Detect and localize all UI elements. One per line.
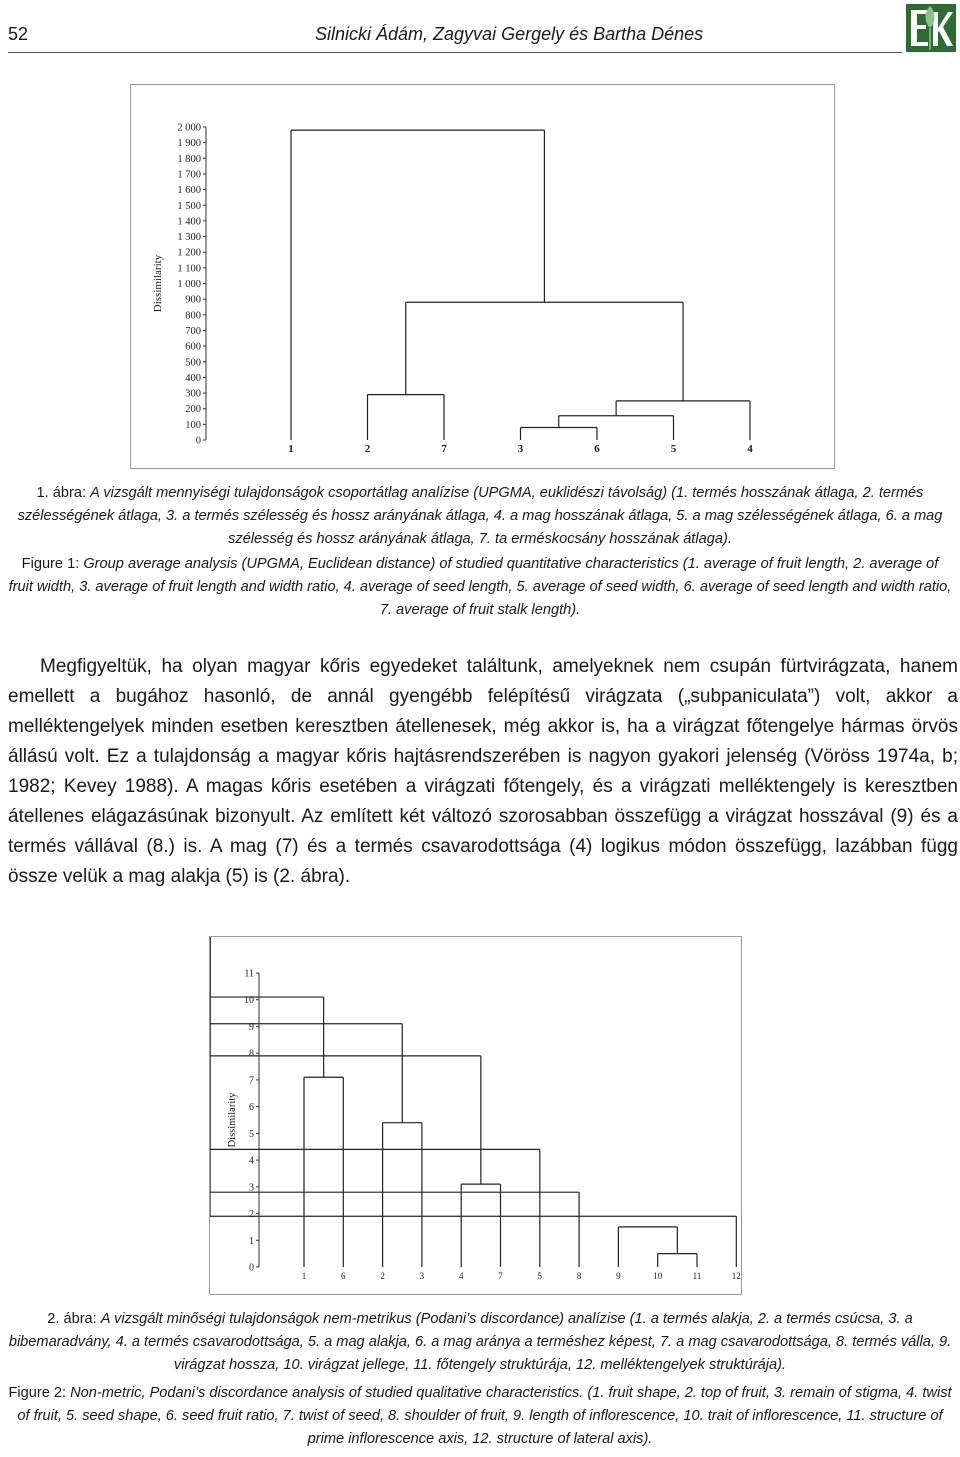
fig1-y-tick-label: 1 600: [177, 185, 201, 197]
figure-1-dendrogram: [130, 84, 835, 469]
figure-2-caption-hu: [8, 1308, 952, 1377]
fig2-leaf-label: 8: [576, 1271, 582, 1281]
header-rule: [8, 52, 902, 53]
fig1-y-tick-label: 1 100: [177, 263, 201, 275]
fig1-leaf-label: 4: [747, 443, 753, 455]
fig2-y-tick-label: 7: [249, 1075, 254, 1087]
running-head-authors: Silnicki Ádám, Zagyvai Gergely és Bartha Dénes: [315, 24, 704, 44]
page-number: 52: [8, 24, 29, 44]
figure-1-caption-en: [8, 553, 952, 622]
fig2-y-tick-label: 10: [244, 995, 254, 1007]
figure-2-dendrogram: [209, 936, 742, 1295]
fig1-y-tick-label: 1 300: [177, 232, 201, 244]
fig1-leaf-label: 1: [288, 443, 294, 455]
fig1-y-tick-label: 700: [185, 325, 201, 337]
fig1-y-tick-label: 100: [185, 419, 201, 431]
fig2-y-tick-label: 8: [249, 1048, 254, 1060]
fig1-y-tick-label: 600: [185, 341, 201, 353]
figure-1-label-hu: 1. ábra:: [36, 485, 87, 501]
fig1-y-tick-label: 1 900: [177, 138, 201, 150]
fig1-y-tick-label: 1 500: [177, 200, 201, 212]
fig1-y-tick-label: 300: [185, 388, 201, 400]
fig2-leaf-label: 5: [537, 1271, 543, 1281]
fig1-leaf-label: 3: [517, 443, 524, 455]
fig1-y-tick-label: 1 400: [177, 216, 201, 228]
figure-2-caption-en: [8, 1382, 952, 1451]
journal-logo: [906, 4, 956, 52]
fig2-leaf-label: 11: [692, 1271, 702, 1281]
fig2-leaf-label: 3: [419, 1271, 425, 1281]
fig1-y-tick-label: 800: [185, 310, 201, 322]
figure-1-text-en: Group average analysis (UPGMA, Euclidean distance) of studied quantitative characteristics (1. average of fruit length, 2. average of fruit width, 3. average of fruit length and width ratio, 4. average of seed length, 5. average of seed width, 6. average of seed length and width ratio, 7. average of fruit stalk length).: [8, 556, 952, 618]
fig2-y-axis-label: Dissimilarity: [227, 1092, 238, 1148]
fig1-y-tick-label: 1 800: [177, 153, 201, 165]
fig2-y-tick-label: 3: [249, 1182, 254, 1194]
fig1-y-tick-label: 2 000: [177, 122, 201, 134]
figure-2-text-hu: A vizsgált minőségi tulajdonságok nem-metrikus (Podani’s discordance) analízise (1. a termés alakja, 2. a termés csúcsa, 3. a bibemaradvány, 4. a termés csavarodottsága, 5. a mag alakja, 6. a mag aránya a terméshez képest, 7. a mag csavarodottsága, 8. termés válla, 9. virágzat hossza, 10. virágzat jellege, 11. főtengely struktúrája, 12. melléktengelyek struktúrája).: [8, 1311, 952, 1373]
fig2-leaf-label: 2: [380, 1271, 385, 1281]
body-paragraph: Megfigyeltük, ha olyan magyar kőris egyedeket találtunk, amelyeknek nem csupán fürtvirágzata, hanem emellett a bugához hasonló, de annál gyengébb felépítésű virágzata („subpaniculata”) volt, akkor a melléktengelyek minden esetben keresztben átellenesek, még akkor is, ha a virágzat főtengelye hármas örvös állású volt. Ez a tulajdonság a magyar kőris hajtásrendszerében is nagyon gyakori jelenség (Vöröss 1974a, b; 1982; Kevey 1988). A magas kőris esetében a virágzati főtengely, és a virágzati melléktengely is keresztben átellenes elágazásúnak bizonyult. Az említett két változó szorosabban összefügg a virágzat hosszával (9) és a termés vállával (8.) is. A mag (7) és a termés csavarodottsága (4) logikus módon összefügg, lazábban függ össze velük a mag alakja (5) is (2. ábra).: [8, 656, 958, 887]
fig2-y-tick-label: 9: [249, 1021, 254, 1033]
fig1-y-tick-label: 200: [185, 404, 201, 416]
fig2-y-tick-label: 6: [249, 1102, 254, 1114]
fig1-leaf-label: 2: [364, 443, 371, 455]
fig2-leaf-label: 1: [301, 1271, 307, 1281]
figure-1-caption-hu: [8, 482, 952, 551]
figure-2-text-en: Non-metric, Podani’s discordance analysis of studied qualitative characteristics. (1. fruit shape, 2. top of fruit, 3. remain of stigma, 4. twist of fruit, 5. seed shape, 6. seed fruit ratio, 7. twist of seed, 8. shoulder of fruit, 9. length of inflorescence, 10. trait of inflorescence, 11. structure of prime inflorescence axis, 12. structure of lateral axis).: [17, 1385, 952, 1447]
fig2-y-tick-label: 5: [249, 1128, 254, 1140]
fig1-leaf-label: 6: [594, 443, 600, 455]
fig1-y-tick-label: 500: [185, 357, 201, 369]
fig2-leaf-label: 4: [458, 1271, 464, 1281]
fig1-leaf-label: 5: [670, 443, 677, 455]
fig2-y-tick-label: 1: [249, 1235, 254, 1247]
figure-1-text-hu: A vizsgált mennyiségi tulajdonságok csoportátlag analízise (UPGMA, euklidészi távolság) (1. termés hosszának átlaga, 2. termés szélességének átlaga, 3. a termés szélesség és hossz arányának átlaga, 4. a mag hosszának átlaga, 5. a mag szélességének átlaga, 6. a mag szélesség és hossz arányának átlaga, 7. ta erméskocsány hosszának átlaga).: [17, 485, 943, 547]
figure-2-label-hu: 2. ábra:: [47, 1311, 97, 1327]
figure-1-label-en: Figure 1:: [21, 556, 80, 572]
fig1-y-tick-label: 1 700: [177, 169, 201, 181]
fig2-leaf-label: 10: [653, 1271, 663, 1281]
fig1-y-tick-label: 1 200: [177, 247, 201, 259]
fig2-y-tick-label: 0: [249, 1262, 254, 1274]
fig1-y-tick-label: 0: [195, 435, 201, 447]
fig2-leaf-label: 12: [731, 1271, 741, 1281]
fig2-leaf-label: 6: [341, 1271, 346, 1281]
fig1-y-axis-label: Dissimilarity: [152, 254, 164, 313]
fig2-y-tick-label: 4: [249, 1155, 254, 1167]
fig1-leaf-label: 7: [441, 443, 447, 455]
fig2-leaf-label: 9: [616, 1271, 621, 1281]
fig2-y-tick-label: 2: [249, 1209, 254, 1221]
fig1-y-tick-label: 400: [185, 372, 201, 384]
figure-2-label-en: Figure 2:: [8, 1385, 67, 1401]
fig1-y-tick-label: 900: [185, 294, 201, 306]
fig2-y-tick-label: 11: [244, 968, 254, 980]
fig1-y-tick-label: 1 000: [177, 279, 201, 290]
fig2-leaf-label: 7: [498, 1271, 503, 1281]
